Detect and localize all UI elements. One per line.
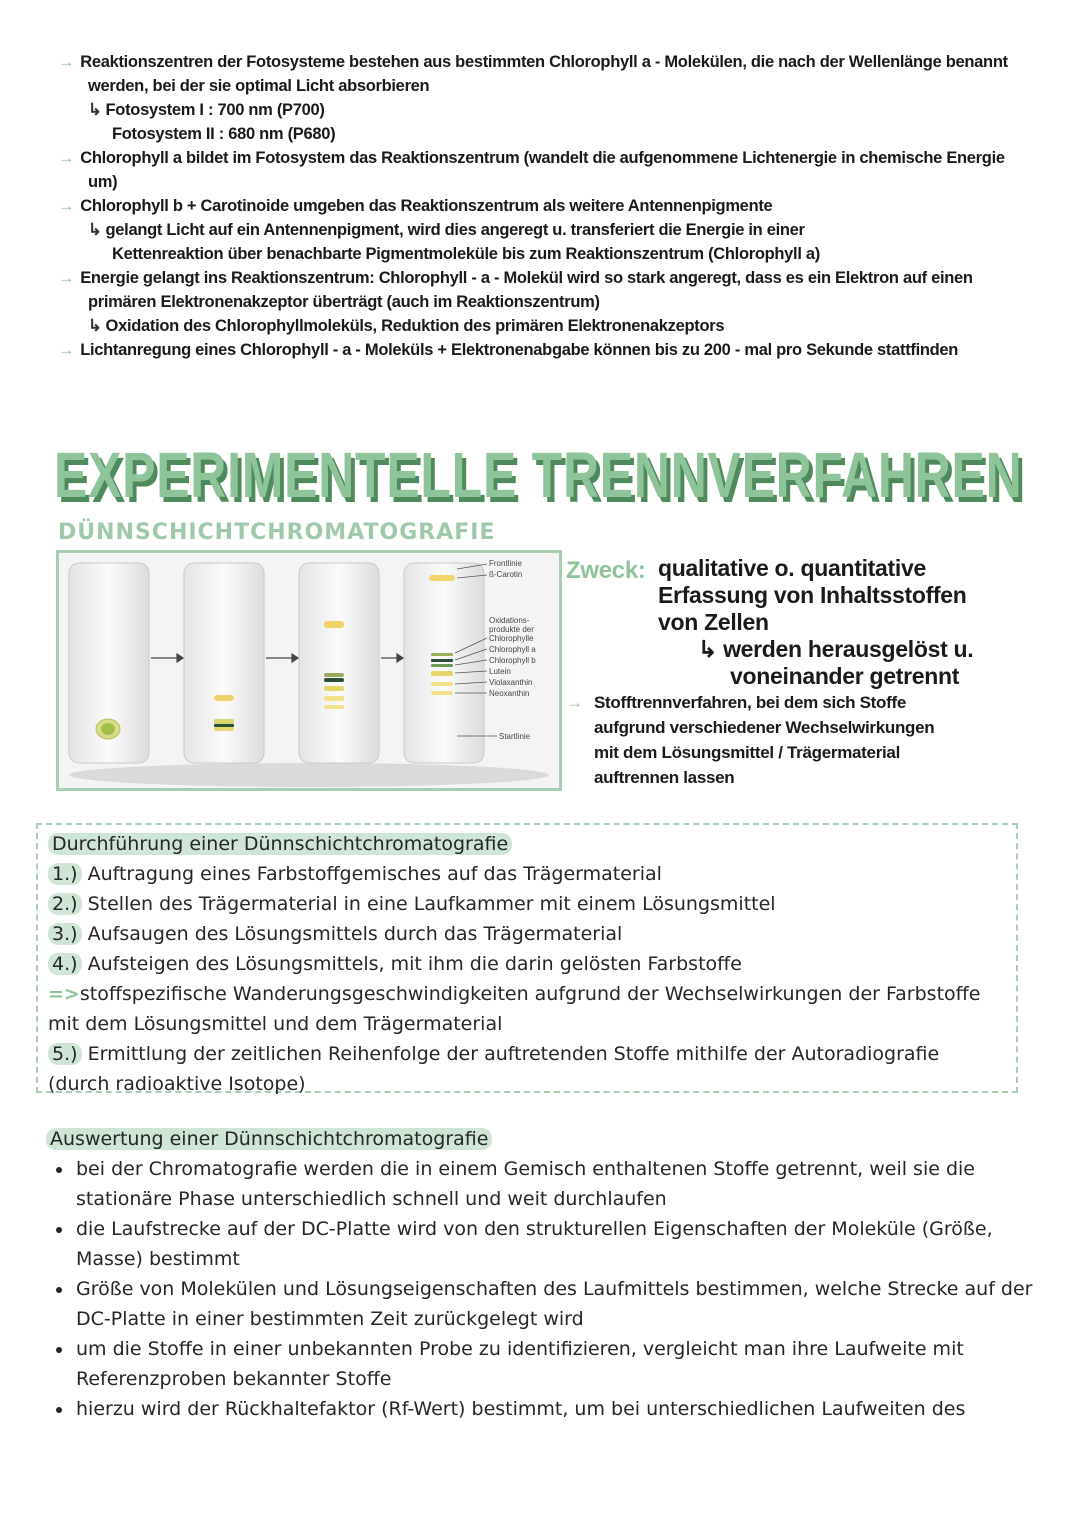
hook-arrow-icon: ↳: [88, 221, 102, 239]
tube-3: [299, 563, 379, 763]
procedure-step: 5.) Ermittlung der zeitlichen Reihenfolge der auftretenden Stoffe mithilfe der Autoradiografie (durch radioaktive Isotope): [48, 1043, 940, 1095]
tube-4: [404, 563, 484, 763]
label-oxidation-1: Oxidations-: [489, 616, 530, 625]
hook-arrow-icon: ↳: [88, 317, 102, 335]
label-lutein: Lutein: [489, 667, 511, 676]
label-carotin: ß-Carotin: [489, 570, 523, 579]
arrow-icon: →: [58, 341, 75, 359]
list-item: • hierzu wird der Rückhaltefaktor (Rf-Wert) bestimmt, um bei unterschiedlichen Laufweiten des: [74, 1394, 1036, 1424]
note-item: → Chlorophyll a bildet im Fotosystem das Reaktionszentrum (wandelt die aufgenommene Lichtenergie in chemische Energie um): [58, 149, 1005, 191]
note-item: → Energie gelangt ins Reaktionszentrum: Chlorophyll - a - Molekül wird so stark angeregt, dass es ein Elektron auf einen primären Elektronenakzeptor überträgt (auch im Reaktionszentrum) ↳ Oxidation des Chlorophyllmoleküls, Reduktion des primären Elektronenakzeptors: [58, 269, 973, 335]
page-title: EXPERIMENTELLE TRENNVERFAHREN: [54, 439, 1023, 511]
arrow-icon: →: [566, 693, 583, 712]
list-item: • um die Stoffe in einer unbekannten Probe zu identifizieren, vergleicht man ihre Laufweite mit Referenzproben bekannter Stoffe: [74, 1334, 1036, 1394]
arrow-icon: →: [58, 197, 75, 215]
purpose-label: Zweck:: [566, 557, 646, 584]
procedure-conclusion: =>stoffspezifische Wanderungsgeschwindigkeiten aufgrund der Wechselwirkungen der Farbstoffe mit dem Lösungsmittel und dem Trägermaterial: [48, 983, 981, 1035]
note-item: → Reaktionszentren der Fotosysteme bestehen aus bestimmten Chlorophyll a - Molekülen, die nach der Wellenlänge benannt werden, bei der sie optimal Licht absorbieren ↳ Fotosystem I : 700 nm (P700) Fotosystem II : 680 nm (P680): [58, 53, 1008, 143]
implication-arrow-icon: =>: [48, 983, 80, 1005]
note-item: → Lichtanregung eines Chlorophyll - a - Moleküls + Elektronenabgabe können bis zu 200 - mal pro Sekunde stattfinden: [58, 341, 959, 359]
list-item: • Größe von Molekülen und Lösungseigenschaften des Laufmittels bestimmen, welche Strecke auf der DC-Platte in einer bestimmten Zeit zurückgelegt wird: [74, 1274, 1036, 1334]
evaluation-heading: Auswertung einer Dünnschichtchromatografie: [46, 1128, 492, 1150]
arrow-icon: →: [58, 53, 75, 71]
label-chlorophyll-a: Chlorophyll a: [489, 645, 536, 654]
label-neoxanthin: Neoxanthin: [489, 689, 530, 698]
label-oxidation-3: Chlorophylle: [489, 634, 534, 643]
list-item: • bei der Chromatografie werden die in einem Gemisch enthaltenen Stoffe getrennt, weil sie die stationäre Phase unterschiedlich schnell und weit durchlaufen: [74, 1154, 1036, 1214]
list-item: • die Laufstrecke auf der DC-Platte wird von den strukturellen Eigenschaften der Moleküle (Größe, Masse) bestimmt: [74, 1214, 1036, 1274]
chromatography-figure: [56, 550, 562, 791]
hook-arrow-icon: ↳: [88, 101, 102, 119]
note-item: → Chlorophyll b + Carotinoide umgeben das Reaktionszentrum als weitere Antennenpigmente ↳ gelangt Licht auf ein Antennenpigment, wird dies angeregt u. transferiert die Energie in einer Kettenreaktion über benachbarte Pigmentmoleküle bis zum Reaktionszentrum (Chlorophyll a): [58, 197, 820, 263]
evaluation-section: [46, 1124, 1036, 1424]
procedure-step: 4.) Aufsteigen des Lösungsmittels, mit ihm die darin gelösten Farbstoffe: [48, 949, 1006, 979]
label-violaxanthin: Violaxanthin: [489, 678, 533, 687]
procedure-step: 2.) Stellen des Trägermaterial in eine Laufkammer mit einem Lösungsmittel: [48, 889, 1006, 919]
arrow-icon: →: [58, 149, 75, 167]
procedure-step: 3.) Aufsaugen des Lösungsmittels durch das Trägermaterial: [48, 919, 1006, 949]
tube-1: [69, 563, 149, 763]
purpose-definition: → Stofftrennverfahren, bei dem sich Stoffe aufgrund verschiedener Wechselwirkungen mit dem Lösungsmittel / Trägermaterial auftrennen lassen: [566, 690, 1026, 790]
procedure-box: [36, 823, 1018, 1093]
arrow-icon: →: [58, 269, 75, 287]
tube-2: [184, 563, 264, 763]
label-frontlinie: Frontlinie: [489, 559, 522, 568]
hook-arrow-icon: ↳: [698, 636, 724, 662]
table-shadow: [69, 763, 549, 787]
section-subtitle: DÜNNSCHICHTCHROMATOGRAFIE: [58, 520, 496, 545]
purpose-text: qualitative o. quantitative Erfassung von Inhaltsstoffen von Zellen ↳ werden herausgelöst u. voneinander getrennt: [658, 555, 974, 689]
evaluation-list: [46, 1154, 1036, 1424]
procedure-heading: Durchführung einer Dünnschichtchromatografie: [48, 833, 512, 855]
procedure-step: 1.) Auftragung eines Farbstoffgemisches auf das Trägermaterial: [48, 859, 1006, 889]
label-oxidation-2: produkte der: [489, 625, 534, 634]
chromatography-illustration: [59, 553, 559, 788]
label-startlinie: Startlinie: [499, 732, 531, 741]
photosystem-notes: [58, 50, 1038, 362]
label-chlorophyll-b: Chlorophyll b: [489, 656, 536, 665]
